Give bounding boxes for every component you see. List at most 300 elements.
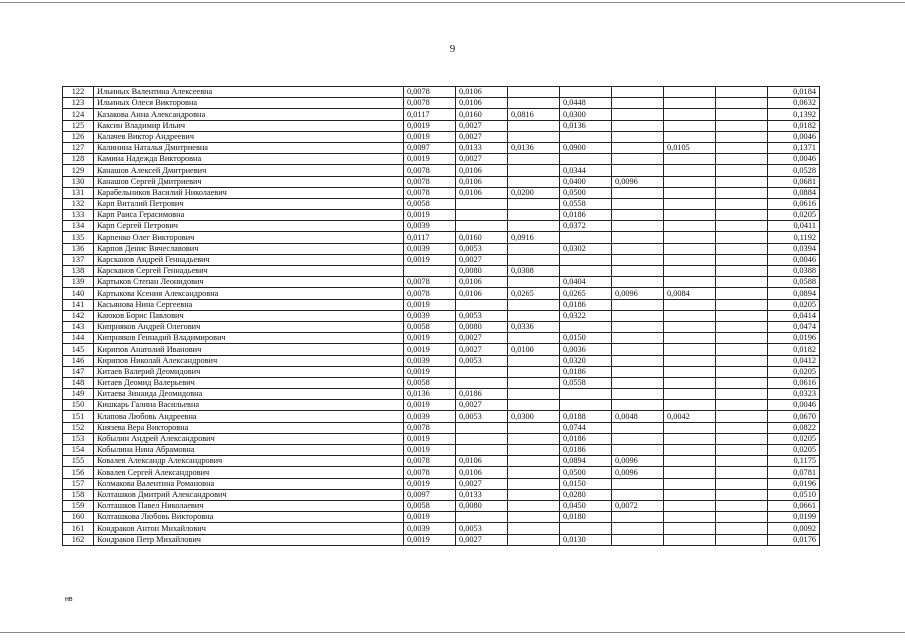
cell-share-7: [716, 534, 768, 545]
table-row: [63, 344, 820, 355]
cell-share-total: 0,0182: [768, 344, 820, 355]
cell-share-5: [612, 422, 664, 433]
cell-share-3: [508, 198, 560, 209]
cell-full-name: Кобылин Андрей Александрович: [94, 433, 404, 444]
cell-row-number: 133: [63, 210, 94, 221]
cell-share-7: [716, 142, 768, 153]
cell-share-4: 0,0372: [560, 221, 612, 232]
cell-full-name: Китаев Деомид Валерьевич: [94, 377, 404, 388]
cell-share-2: [456, 445, 508, 456]
cell-share-4: 0,0558: [560, 198, 612, 209]
cell-share-2: [456, 512, 508, 523]
cell-share-4: 0,0500: [560, 187, 612, 198]
cell-row-number: 155: [63, 456, 94, 467]
cell-share-7: [716, 98, 768, 109]
cell-share-3: [508, 523, 560, 534]
cell-full-name: Колмакова Валентина Романовна: [94, 478, 404, 489]
cell-share-5: [612, 232, 664, 243]
table-row: [63, 221, 820, 232]
cell-share-1: 0,0058: [404, 500, 456, 511]
cell-share-2: 0,0027: [456, 344, 508, 355]
cell-share-4: 0,0404: [560, 277, 612, 288]
cell-share-3: [508, 467, 560, 478]
cell-share-7: [716, 176, 768, 187]
cell-share-7: [716, 210, 768, 221]
cell-share-6: [664, 120, 716, 131]
cell-share-total: 0,0822: [768, 422, 820, 433]
cell-full-name: Канашов Сергей Дмитриевич: [94, 176, 404, 187]
table-row: [63, 232, 820, 243]
cell-share-1: 0,0019: [404, 154, 456, 165]
cell-share-7: [716, 288, 768, 299]
cell-share-5: [612, 221, 664, 232]
cell-share-1: 0,0019: [404, 512, 456, 523]
cell-share-5: [612, 243, 664, 254]
cell-share-5: 0,0096: [612, 456, 664, 467]
cell-share-3: 0,0100: [508, 344, 560, 355]
cell-share-6: 0,0084: [664, 288, 716, 299]
table-row: [63, 198, 820, 209]
cell-share-1: 0,0019: [404, 400, 456, 411]
cell-share-1: 0,0117: [404, 232, 456, 243]
cell-share-total: 0,0196: [768, 478, 820, 489]
cell-row-number: 124: [63, 109, 94, 120]
cell-share-6: [664, 389, 716, 400]
cell-full-name: Каксин Владимир Ильич: [94, 120, 404, 131]
cell-row-number: 146: [63, 355, 94, 366]
cell-share-5: [612, 109, 664, 120]
table-row: [63, 210, 820, 221]
cell-share-3: [508, 310, 560, 321]
cell-full-name: Колташкова Любовь Викторовна: [94, 512, 404, 523]
cell-share-3: [508, 299, 560, 310]
table-row: [63, 243, 820, 254]
cell-share-6: [664, 165, 716, 176]
cell-share-6: [664, 422, 716, 433]
cell-share-1: 0,0078: [404, 187, 456, 198]
cell-share-total: 0,0412: [768, 355, 820, 366]
cell-share-5: [612, 355, 664, 366]
cell-share-6: [664, 333, 716, 344]
cell-share-4: 0,0450: [560, 500, 612, 511]
cell-share-1: 0,0078: [404, 98, 456, 109]
cell-share-3: [508, 87, 560, 98]
cell-share-7: [716, 422, 768, 433]
cell-share-5: [612, 154, 664, 165]
cell-share-2: 0,0186: [456, 389, 508, 400]
cell-share-3: [508, 456, 560, 467]
cell-share-total: 0,0046: [768, 400, 820, 411]
cell-share-7: [716, 254, 768, 265]
table-row: [63, 389, 820, 400]
cell-share-total: 0,0884: [768, 187, 820, 198]
cell-row-number: 140: [63, 288, 94, 299]
cell-row-number: 129: [63, 165, 94, 176]
cell-share-4: [560, 87, 612, 98]
table-row: [63, 422, 820, 433]
cell-share-total: 0,0474: [768, 321, 820, 332]
cell-share-7: [716, 333, 768, 344]
cell-share-4: 0,0180: [560, 512, 612, 523]
cell-share-5: [612, 165, 664, 176]
cell-full-name: Казакова Анна Александровна: [94, 109, 404, 120]
cell-share-3: [508, 389, 560, 400]
cell-share-7: [716, 321, 768, 332]
cell-share-5: [612, 210, 664, 221]
cell-share-5: 0,0048: [612, 411, 664, 422]
cell-row-number: 157: [63, 478, 94, 489]
cell-share-4: [560, 523, 612, 534]
cell-share-5: [612, 534, 664, 545]
cell-full-name: Китаева Зинаида Деомидовна: [94, 389, 404, 400]
cell-share-7: [716, 165, 768, 176]
cell-full-name: Ковалев Сергей Александрович: [94, 467, 404, 478]
cell-share-4: 0,0900: [560, 142, 612, 153]
cell-full-name: Кирипов Николай Александрович: [94, 355, 404, 366]
table-row: [63, 321, 820, 332]
cell-share-1: 0,0019: [404, 534, 456, 545]
cell-full-name: Ильиных Олеся Викторовна: [94, 98, 404, 109]
cell-row-number: 123: [63, 98, 94, 109]
cell-share-5: [612, 366, 664, 377]
cell-share-4: 0,0150: [560, 333, 612, 344]
cell-share-7: [716, 87, 768, 98]
table-row: [63, 254, 820, 265]
cell-share-total: 0,0182: [768, 120, 820, 131]
cell-share-2: 0,0106: [456, 87, 508, 98]
cell-share-4: 0,0265: [560, 288, 612, 299]
cell-row-number: 143: [63, 321, 94, 332]
cell-share-2: 0,0106: [456, 176, 508, 187]
table-row: [63, 400, 820, 411]
cell-share-3: [508, 355, 560, 366]
cell-full-name: Кишкарь Галина Васильевна: [94, 400, 404, 411]
cell-share-1: 0,0097: [404, 142, 456, 153]
cell-share-2: 0,0106: [456, 187, 508, 198]
cell-share-3: [508, 176, 560, 187]
cell-share-6: 0,0042: [664, 411, 716, 422]
cell-share-3: 0,0336: [508, 321, 560, 332]
cell-share-1: 0,0019: [404, 210, 456, 221]
cell-row-number: 159: [63, 500, 94, 511]
cell-row-number: 149: [63, 389, 94, 400]
cell-share-7: [716, 154, 768, 165]
cell-row-number: 130: [63, 176, 94, 187]
cell-share-6: [664, 87, 716, 98]
cell-share-3: 0,0916: [508, 232, 560, 243]
cell-row-number: 151: [63, 411, 94, 422]
cell-row-number: 161: [63, 523, 94, 534]
cell-share-5: 0,0072: [612, 500, 664, 511]
cell-share-6: [664, 344, 716, 355]
cell-full-name: Кондраков Петр Михайлович: [94, 534, 404, 545]
table-row: [63, 165, 820, 176]
cell-share-4: [560, 131, 612, 142]
cell-share-7: [716, 299, 768, 310]
cell-share-3: [508, 277, 560, 288]
cell-share-1: 0,0078: [404, 277, 456, 288]
table-row: [63, 355, 820, 366]
cell-share-6: [664, 277, 716, 288]
table-row: [63, 120, 820, 131]
cell-share-3: [508, 254, 560, 265]
cell-full-name: Кондраков Антон Михайлович: [94, 523, 404, 534]
cell-share-2: 0,0053: [456, 411, 508, 422]
cell-share-1: 0,0039: [404, 523, 456, 534]
cell-share-4: 0,0150: [560, 478, 612, 489]
table-row: [63, 500, 820, 511]
cell-full-name: Касьянова Нина Сергеевна: [94, 299, 404, 310]
cell-share-4: 0,0448: [560, 98, 612, 109]
cell-share-5: [612, 198, 664, 209]
cell-share-5: [612, 187, 664, 198]
cell-share-3: [508, 422, 560, 433]
cell-share-4: [560, 400, 612, 411]
cell-share-3: [508, 131, 560, 142]
cell-share-5: [612, 98, 664, 109]
cell-share-3: [508, 478, 560, 489]
cell-share-7: [716, 489, 768, 500]
cell-share-5: [612, 512, 664, 523]
cell-share-total: 0,0205: [768, 299, 820, 310]
cell-share-5: [612, 433, 664, 444]
cell-share-3: [508, 333, 560, 344]
cell-share-7: [716, 266, 768, 277]
cell-share-4: [560, 254, 612, 265]
cell-share-3: [508, 98, 560, 109]
cell-share-2: 0,0027: [456, 120, 508, 131]
cell-share-total: 0,0205: [768, 210, 820, 221]
cell-share-total: 0,0616: [768, 377, 820, 388]
cell-share-2: 0,0027: [456, 400, 508, 411]
cell-share-total: 0,0199: [768, 512, 820, 523]
table-row: [63, 288, 820, 299]
cell-share-1: 0,0019: [404, 333, 456, 344]
cell-share-4: 0,0136: [560, 120, 612, 131]
cell-share-6: [664, 266, 716, 277]
cell-share-total: 0,0394: [768, 243, 820, 254]
cell-share-1: 0,0019: [404, 254, 456, 265]
cell-share-2: 0,0027: [456, 131, 508, 142]
cell-share-4: [560, 321, 612, 332]
cell-share-3: [508, 243, 560, 254]
cell-row-number: 128: [63, 154, 94, 165]
cell-share-3: [508, 534, 560, 545]
cell-full-name: Карсканов Андрей Геннадьевич: [94, 254, 404, 265]
cell-share-total: 0,0046: [768, 154, 820, 165]
cell-share-6: [664, 456, 716, 467]
cell-row-number: 122: [63, 87, 94, 98]
cell-share-total: 0,0414: [768, 310, 820, 321]
cell-share-5: [612, 277, 664, 288]
cell-share-3: 0,0200: [508, 187, 560, 198]
cell-share-4: [560, 154, 612, 165]
cell-share-7: [716, 187, 768, 198]
cell-share-total: 0,0661: [768, 500, 820, 511]
table-row: [63, 266, 820, 277]
cell-share-5: [612, 389, 664, 400]
cell-row-number: 132: [63, 198, 94, 209]
cell-row-number: 127: [63, 142, 94, 153]
registry-table-body: [63, 87, 820, 546]
cell-share-total: 0,0092: [768, 523, 820, 534]
cell-row-number: 148: [63, 377, 94, 388]
cell-share-6: [664, 355, 716, 366]
cell-share-5: [612, 310, 664, 321]
cell-share-total: 0,0176: [768, 534, 820, 545]
cell-share-total: 0,0046: [768, 131, 820, 142]
cell-share-5: [612, 131, 664, 142]
cell-share-2: [456, 198, 508, 209]
cell-share-6: [664, 232, 716, 243]
cell-row-number: 153: [63, 433, 94, 444]
cell-share-2: 0,0053: [456, 243, 508, 254]
cell-share-5: [612, 333, 664, 344]
cell-share-5: [612, 344, 664, 355]
cell-full-name: Кипрняков Андрей Олегович: [94, 321, 404, 332]
cell-share-1: 0,0019: [404, 445, 456, 456]
cell-share-5: [612, 377, 664, 388]
bottom-scan-edge: [0, 632, 905, 633]
cell-share-4: 0,0500: [560, 467, 612, 478]
cell-share-1: 0,0019: [404, 344, 456, 355]
cell-full-name: Кипрняков Геннадий Владимирович: [94, 333, 404, 344]
cell-share-total: 0,0632: [768, 98, 820, 109]
cell-share-2: 0,0106: [456, 98, 508, 109]
cell-share-4: 0,0302: [560, 243, 612, 254]
cell-share-6: [664, 243, 716, 254]
cell-share-6: [664, 254, 716, 265]
table-row: [63, 87, 820, 98]
table-row: [63, 187, 820, 198]
cell-share-6: [664, 534, 716, 545]
cell-share-3: [508, 445, 560, 456]
cell-share-1: 0,0136: [404, 389, 456, 400]
cell-full-name: Колташков Дмитрий Александрович: [94, 489, 404, 500]
cell-share-7: [716, 400, 768, 411]
cell-share-2: 0,0106: [456, 456, 508, 467]
cell-share-2: 0,0160: [456, 232, 508, 243]
cell-row-number: 154: [63, 445, 94, 456]
cell-share-2: 0,0027: [456, 154, 508, 165]
cell-share-6: [664, 187, 716, 198]
cell-full-name: Картыкова Ксения Александровна: [94, 288, 404, 299]
cell-share-2: [456, 210, 508, 221]
cell-share-total: 0,1371: [768, 142, 820, 153]
cell-share-1: 0,0097: [404, 489, 456, 500]
cell-row-number: 144: [63, 333, 94, 344]
cell-share-1: 0,0058: [404, 198, 456, 209]
cell-row-number: 139: [63, 277, 94, 288]
cell-share-4: 0,0280: [560, 489, 612, 500]
cell-share-6: [664, 310, 716, 321]
cell-share-3: [508, 377, 560, 388]
cell-share-3: [508, 500, 560, 511]
cell-share-2: 0,0053: [456, 310, 508, 321]
cell-share-1: 0,0039: [404, 221, 456, 232]
cell-share-7: [716, 512, 768, 523]
cell-share-2: 0,0160: [456, 109, 508, 120]
cell-share-6: [664, 400, 716, 411]
cell-row-number: 150: [63, 400, 94, 411]
cell-share-2: 0,0027: [456, 478, 508, 489]
cell-share-5: 0,0096: [612, 467, 664, 478]
cell-share-2: 0,0080: [456, 321, 508, 332]
table-row: [63, 523, 820, 534]
cell-share-5: [612, 478, 664, 489]
cell-row-number: 160: [63, 512, 94, 523]
cell-share-4: [560, 266, 612, 277]
cell-full-name: Китаев Валерий Деомидович: [94, 366, 404, 377]
cell-share-total: 0,0681: [768, 176, 820, 187]
cell-share-1: 0,0117: [404, 109, 456, 120]
cell-share-1: 0,0019: [404, 299, 456, 310]
cell-share-1: 0,0078: [404, 288, 456, 299]
cell-share-6: [664, 109, 716, 120]
cell-share-4: 0,0186: [560, 299, 612, 310]
cell-share-total: 0,0528: [768, 165, 820, 176]
cell-share-3: [508, 210, 560, 221]
cell-share-4: 0,0186: [560, 445, 612, 456]
cell-share-4: 0,0320: [560, 355, 612, 366]
cell-share-6: 0,0105: [664, 142, 716, 153]
cell-share-4: [560, 389, 612, 400]
cell-share-6: [664, 445, 716, 456]
cell-share-4: 0,0186: [560, 433, 612, 444]
cell-share-2: 0,0027: [456, 333, 508, 344]
cell-row-number: 134: [63, 221, 94, 232]
cell-share-4: 0,0322: [560, 310, 612, 321]
cell-row-number: 131: [63, 187, 94, 198]
cell-row-number: 162: [63, 534, 94, 545]
cell-share-2: 0,0106: [456, 288, 508, 299]
cell-full-name: Калачев Виктор Андреевич: [94, 131, 404, 142]
cell-share-4: 0,0744: [560, 422, 612, 433]
cell-row-number: 141: [63, 299, 94, 310]
cell-share-4: 0,0186: [560, 366, 612, 377]
cell-share-4: 0,0400: [560, 176, 612, 187]
cell-row-number: 125: [63, 120, 94, 131]
cell-full-name: Камина Надежда Викторовна: [94, 154, 404, 165]
cell-share-2: [456, 433, 508, 444]
cell-share-3: [508, 165, 560, 176]
cell-share-3: 0,0136: [508, 142, 560, 153]
cell-share-3: [508, 366, 560, 377]
cell-share-total: 0,1392: [768, 109, 820, 120]
top-scan-edge: [0, 2, 905, 3]
cell-share-6: [664, 523, 716, 534]
cell-row-number: 152: [63, 422, 94, 433]
cell-full-name: Карабельников Василий Николаевич: [94, 187, 404, 198]
cell-full-name: Каюков Борис Павлович: [94, 310, 404, 321]
cell-share-2: [456, 377, 508, 388]
cell-share-7: [716, 389, 768, 400]
table-row: [63, 467, 820, 478]
cell-share-1: 0,0078: [404, 456, 456, 467]
table-row: [63, 98, 820, 109]
cell-share-total: 0,1175: [768, 456, 820, 467]
table-row: [63, 299, 820, 310]
cell-share-5: [612, 400, 664, 411]
registry-table: [62, 86, 820, 546]
cell-share-2: 0,0080: [456, 266, 508, 277]
table-row: [63, 489, 820, 500]
cell-share-1: 0,0039: [404, 243, 456, 254]
table-row: [63, 109, 820, 120]
cell-full-name: Клапова Любовь Андреевна: [94, 411, 404, 422]
cell-share-7: [716, 478, 768, 489]
cell-share-5: [612, 299, 664, 310]
